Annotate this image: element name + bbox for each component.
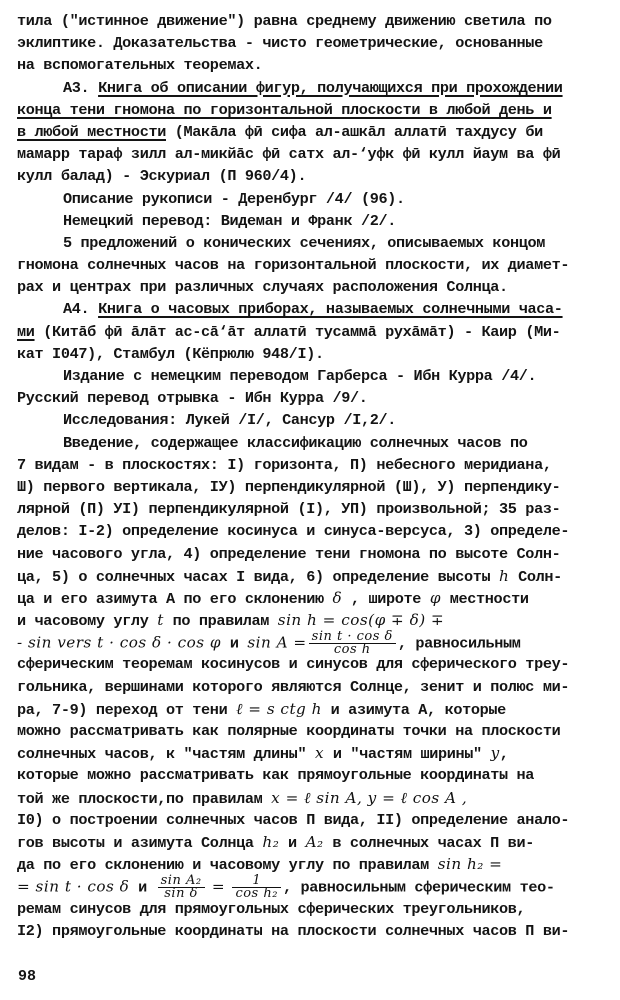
formula: sin h = cos(φ ∓ δ) ∓: [277, 611, 445, 630]
text-line: [17, 609, 607, 631]
fraction-denominator: sin δ: [164, 886, 198, 902]
text-line: на вспомогательных теоремах.: [17, 56, 263, 75]
fraction-denominator: cos h: [333, 642, 371, 658]
page-number: 98: [18, 968, 37, 985]
text-line: I2) прямоугольные координаты на плоскости солнечных часов П ви-: [17, 921, 570, 940]
entry-number: А3.: [63, 78, 99, 97]
text-line: Немецкий перевод: Видеман и Франк /2/.: [63, 211, 397, 230]
entry-a3-heading: [17, 77, 607, 99]
entry-a4-heading: [17, 298, 607, 320]
formula: h₂: [262, 832, 280, 851]
text-line: гольника, вершинами которого являются Солнце, зенит и полюс ми-: [17, 677, 570, 696]
text-line: лярной (П) УI) перпендикулярной (I), УП) произвольной; 35 раз-: [17, 500, 561, 519]
text-line: [17, 587, 607, 609]
formula: x: [314, 744, 325, 763]
text-line: ние часового угла, 4) определение тени гномона по высоте Солн-: [17, 544, 561, 563]
text-line: Введение, содержащее классификацию солнечных часов по: [63, 433, 528, 452]
fraction-denominator: cos h₂: [235, 886, 278, 902]
line-text: , равносильным: [397, 634, 521, 653]
text-line: кулл балад) - Эскуриал (П 960/4).: [17, 167, 307, 186]
line-text: и азимута А, которые: [321, 700, 506, 719]
text-line: 7 видам - в плоскостях: I) горизонта, П) небесного меридиана,: [17, 455, 552, 474]
text-line: [17, 831, 607, 853]
formula: φ: [429, 588, 441, 607]
entry-title: в любой местности: [17, 122, 166, 141]
text-line: Исследования: Лукей /I/, Сансур /I,2/.: [63, 411, 397, 430]
line-text: солнечных часов, к "частям длины": [17, 745, 307, 764]
formula: =: [206, 877, 231, 896]
text-line: I0) о построении солнечных часов П вида, II) определение анало-: [17, 810, 570, 829]
text-line: ремам синусов для прямоугольных сферических треугольников,: [17, 899, 526, 918]
line-text: ,: [499, 745, 509, 764]
formula: - sin vers t · cos δ · cos φ: [17, 633, 222, 652]
formula: t: [157, 611, 164, 630]
text-line: [17, 321, 607, 343]
text-line: [17, 742, 607, 764]
formula: = sin t · cos δ: [17, 877, 130, 896]
formula: x = ℓ sin A, y = ℓ cos A ,: [271, 788, 468, 807]
text-line: мамарр тараф зилл ал-микйāс фӣ сатх ал-‘уфк фӣ кулл йаум ва фӣ: [17, 145, 561, 164]
line-text: и: [221, 634, 248, 653]
formula: A₂: [305, 832, 324, 851]
line-text: и: [279, 833, 306, 852]
text-line: кат I047), Стамбул (Кёпрюлю 948/I).: [17, 344, 324, 363]
text-line: делов: I-2) определение косинуса и синуса-версуса, 3) определе-: [17, 522, 570, 541]
line-text: ца и его азимута А по его склонению: [17, 589, 324, 608]
text-line: Ш) первого вертикала, IУ) перпендикулярной (Ш), У) перпендику-: [17, 477, 561, 496]
line-text: ца, 5) о солнечных часах I вида, 6) определение высоты: [17, 567, 491, 586]
line-text: местности: [440, 589, 529, 608]
document-page: [17, 10, 607, 942]
formula: sin h₂ =: [437, 855, 503, 874]
text-line: [17, 787, 607, 809]
line-text: и: [129, 878, 156, 897]
formula: y: [490, 744, 500, 763]
text-line: эклиптике. Доказательства - чисто геометрические, основанные: [17, 34, 543, 53]
entry-title: Книга о часовых приборах, называемых солнечными часа-: [98, 300, 563, 319]
text-line: Русский перевод отрывка - Ибн Курра /9/.: [17, 389, 368, 408]
line-text: (Макāла фӣ сифа ал-ашкāл аллатӣ тахдусу би: [166, 122, 543, 141]
text-line: Издание с немецким переводом Гарберса - Ибн Курра /4/.: [63, 367, 537, 385]
text-line: которые можно рассматривать как прямоугольные координаты на: [17, 766, 535, 785]
text-line: сферическим теоремам косинусов и синусов для сферического треу-: [17, 655, 570, 674]
text-line: рах и центрах при различных случаях расположения Солнца.: [17, 278, 508, 297]
text-line: гномона солнечных часов на горизонтальной плоскости, их диамет-: [17, 256, 570, 275]
entry-title: ми: [17, 322, 35, 341]
line-text: той же плоскости,по правилам: [17, 789, 263, 808]
formula: δ: [332, 588, 343, 607]
text-line: [17, 698, 607, 720]
line-text: в солнечных часах П ви-: [323, 833, 534, 852]
line-text: гов высоты и азимута Солнца: [17, 833, 254, 852]
entry-title: конца тени гномона по горизонтальной плоскости в любой день и: [17, 100, 552, 119]
line-text: да по его склонению и часовому углу по правилам: [17, 856, 429, 875]
formula-line: [17, 629, 607, 658]
formula: ℓ = s ctg h: [236, 699, 322, 718]
line-text: и часовому углу: [17, 612, 149, 631]
text-line: 5 предложений о конических сечениях, описываемых концом: [63, 233, 546, 252]
entry-title-line: [17, 99, 607, 121]
line-text: , равносильным сферическим тео-: [282, 878, 555, 897]
entry-title: Книга об описании фигур, получающихся при прохождении: [98, 78, 563, 97]
line-text: Солн-: [509, 567, 562, 586]
text-line: [17, 121, 607, 143]
text-line: Описание рукописи - Деренбург /4/ (96).: [63, 189, 405, 208]
formula: h: [499, 566, 510, 585]
text-line: [17, 565, 607, 587]
text-line: [17, 853, 607, 875]
fraction-numerator: sin A₂: [158, 875, 205, 888]
line-text: и "частям ширины": [324, 745, 482, 764]
line-text: , широте: [342, 589, 422, 608]
line-text: по правилам: [163, 612, 270, 631]
entry-number: А4.: [63, 300, 99, 319]
fraction-numerator: 1: [232, 875, 281, 888]
formula-line: [17, 873, 607, 902]
line-text: (Китāб фӣ āлāт ас-сā‘āт аллатӣ тусаммā рухāмāт) - Каир (Ми-: [34, 322, 561, 341]
text-line: можно рассматривать как полярные координаты точки на плоскости: [17, 722, 561, 740]
line-text: ра, 7-9) переход от тени: [17, 700, 228, 719]
fraction-numerator: sin t · cos δ: [309, 631, 396, 644]
formula: sin A =: [247, 633, 307, 652]
text-line: тила ("истинное движение") равна среднему движению светила по: [17, 12, 552, 30]
